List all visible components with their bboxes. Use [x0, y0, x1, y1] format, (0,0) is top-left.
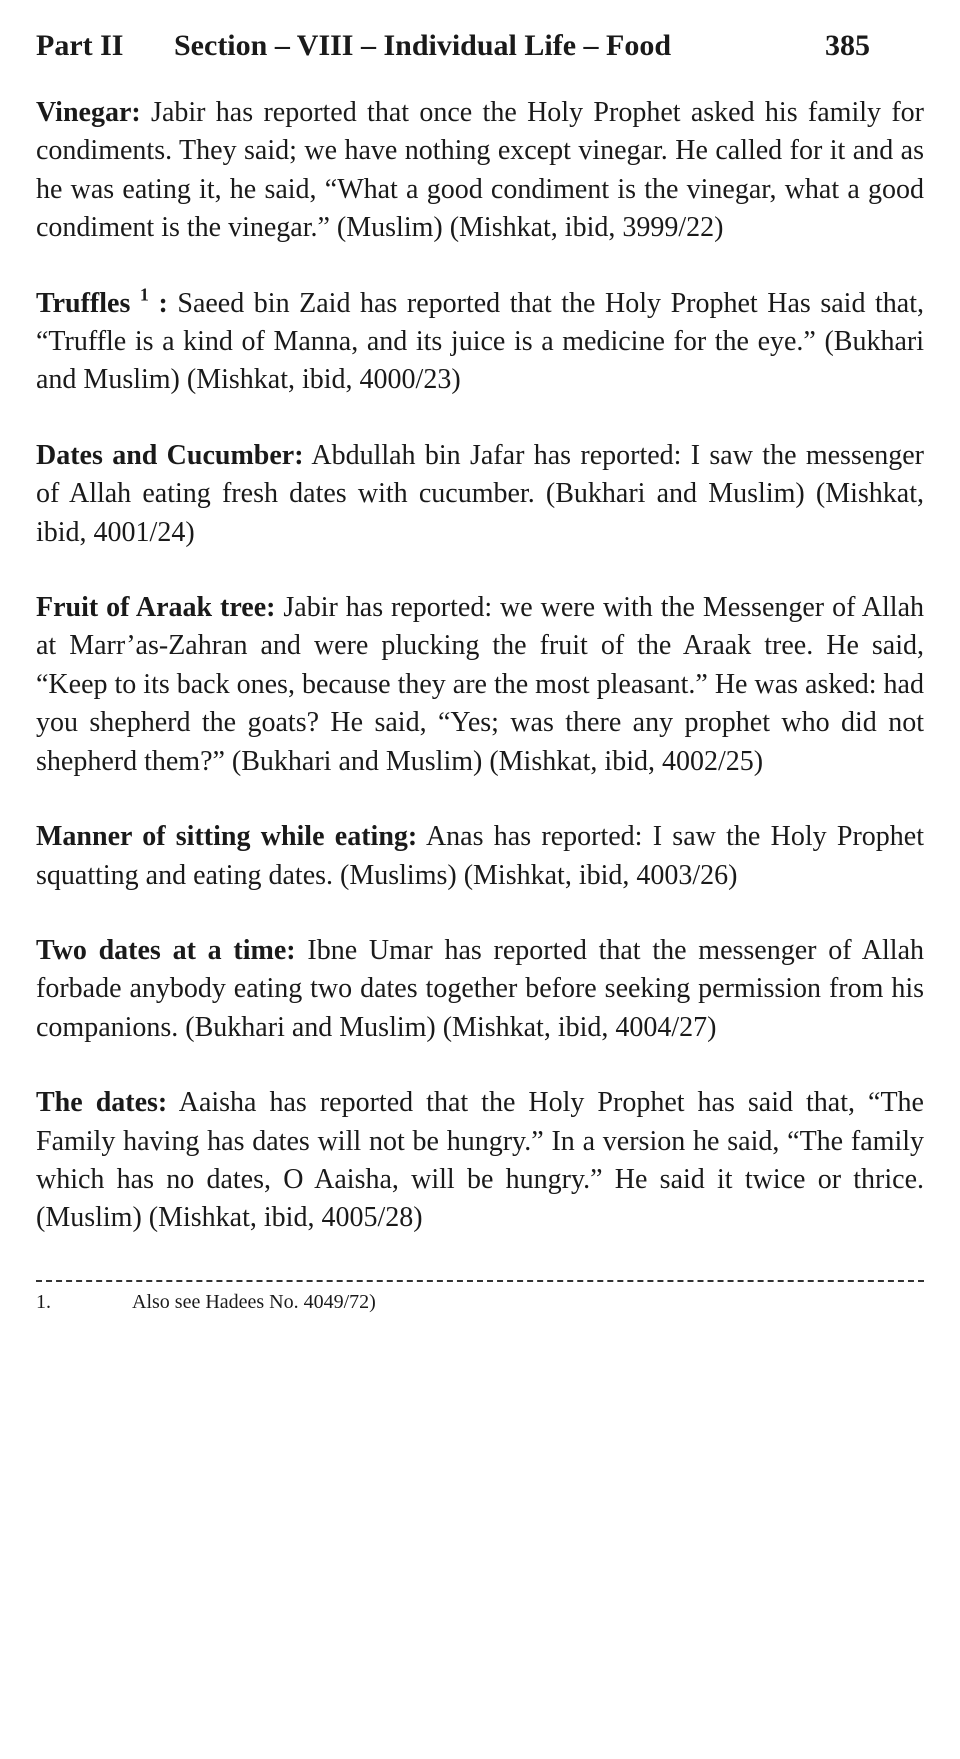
entry-heading-colon: : — [148, 287, 168, 319]
header-part: Part II — [36, 29, 124, 62]
entry-heading: Two dates at a time: — [36, 934, 296, 966]
entry-fruit-of-araak-tree — [36, 589, 924, 781]
entry-vinegar — [36, 94, 924, 248]
running-header — [36, 26, 924, 66]
entry-two-dates-at-a-time — [36, 932, 924, 1047]
page-number: 385 — [825, 29, 870, 62]
footnote — [36, 1288, 924, 1316]
entry-text: Anas has reported: I saw the Holy Prophet squatting and eating dates. (Muslims) (Mishkat, ibid, 4003/26) — [36, 821, 924, 891]
header-section-title: Section – VIII – Individual Life – Food — [174, 29, 672, 62]
entry-truffles — [36, 285, 924, 400]
entry-text: Saeed bin Zaid has reported that the Holy Prophet Has said that, “Truffle is a kind of Manna, and its juice is a medicine for the eye.” (Bukhari and Muslim) (Mishkat, ibid, 4000/23) — [36, 287, 925, 396]
entry-heading: Vinegar: — [36, 97, 141, 128]
entry-heading: Manner of sitting while eating: — [36, 821, 418, 853]
footnote-reference: 1 — [139, 283, 149, 304]
entry-text: Jabir has reported: we were with the Messenger of Allah at Marr’as-Zahran and were plucking the fruit of the Araak tree. He said, “Keep to its back ones, because they are the most pleasant.” He was asked: had you shepherd the goats? He said, “Yes; was there any prophet who did not shepherd them?” (Bukhari and Muslim) (Mishkat, ibid, 4002/25) — [36, 592, 924, 777]
entry-heading: The dates: — [36, 1087, 168, 1119]
entry-heading — [36, 283, 168, 319]
entry-text: Ibne Umar has reported that the messenger of Allah forbade anybody eating two dates together before seeking permission from his companions. (Bukhari and Muslim) (Mishkat, ibid, 4004/27) — [36, 934, 925, 1043]
entry-text: Jabir has reported that once the Holy Prophet asked his family for condiments. They said; we have nothing except vinegar. He called for it and as he was eating it, he said, “What a good condiment is the vinegar, what a good condiment is the vinegar.” (Muslim) (Mishkat, ibid, 3999/22) — [36, 97, 924, 244]
entry-text: Abdullah bin Jafar has reported: I saw the messenger of Allah eating fresh dates with cucumber. (Bukhari and Muslim) (Mishkat, ibid, 4001/24) — [36, 439, 924, 548]
entry-heading-label: Truffles — [36, 287, 131, 319]
footnote-text: Also see Hadees No. 4049/72) — [132, 1290, 376, 1313]
entry-manner-of-sitting — [36, 818, 924, 895]
entry-the-dates — [36, 1084, 924, 1238]
footnote-separator — [36, 1280, 924, 1282]
entry-text: Aaisha has reported that the Holy Prophet has said that, “The Family having has dates will not be hungry.” In a version he said, “The family which has no dates, O Aaisha, will be hungry.” He said it twice or thrice. (Muslim) (Mishkat, ibid, 4005/28) — [36, 1087, 924, 1234]
entry-heading: Dates and Cucumber: — [36, 439, 304, 471]
footnote-number: 1. — [36, 1290, 51, 1313]
entry-dates-and-cucumber — [36, 437, 924, 552]
entry-heading: Fruit of Araak tree: — [36, 592, 276, 624]
